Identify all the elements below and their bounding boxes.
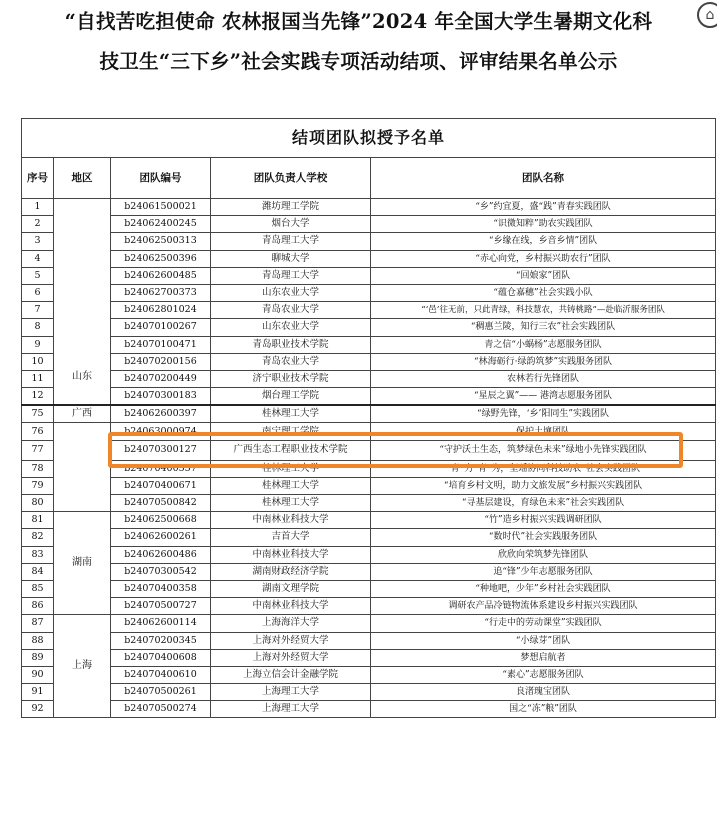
team-id: b24062600261 — [111, 529, 211, 546]
team-id: b24062500313 — [111, 233, 211, 250]
row-index: 86 — [22, 598, 54, 615]
expand-icon[interactable]: ⌂ — [697, 2, 717, 28]
table-row — [22, 632, 716, 649]
school: 中南林业科技大学 — [211, 546, 371, 563]
table-row — [22, 580, 716, 597]
row-index: 78 — [22, 460, 54, 477]
table-header-row — [22, 158, 716, 199]
team-name: “蕴仓嘉穗”社会实践小队 — [371, 284, 716, 301]
school: 青岛农业大学 — [211, 353, 371, 370]
team-name: 欣欣向荣筑梦先锋团队 — [371, 546, 716, 563]
row-index: 92 — [22, 701, 54, 718]
team-id: b24062600397 — [111, 405, 211, 423]
team-name: “乡”约宜夏，盛“践”青春实践团队 — [371, 199, 716, 216]
team-name: 农林若行先锋团队 — [371, 370, 716, 387]
table-row — [22, 495, 716, 512]
row-index: 90 — [22, 666, 54, 683]
team-id: b24070300183 — [111, 388, 211, 406]
document-title — [0, 4, 717, 80]
table-row — [22, 615, 716, 632]
table-row — [22, 546, 716, 563]
team-id: b24070200449 — [111, 370, 211, 387]
team-name: “素心”志愿服务团队 — [371, 666, 716, 683]
row-index: 6 — [22, 284, 54, 301]
school: 济宁职业技术学院 — [211, 370, 371, 387]
team-name: “星辰之翼”—— 港湾志愿服务团队 — [371, 388, 716, 406]
row-index: 85 — [22, 580, 54, 597]
team-name: “寻基层建设，育绿色未来”社会实践团队 — [371, 495, 716, 512]
team-id: b24062600486 — [111, 546, 211, 563]
table-row — [22, 460, 716, 477]
school: 上海对外经贸大学 — [211, 649, 371, 666]
row-index: 77 — [22, 440, 54, 460]
row-index: 91 — [22, 684, 54, 701]
team-id: b24062700373 — [111, 284, 211, 301]
row-index: 8 — [22, 319, 54, 336]
team-id: b24062600114 — [111, 615, 211, 632]
table-row — [22, 233, 716, 250]
header-school: 团队负责人学校 — [211, 158, 371, 199]
table-row — [22, 423, 716, 440]
header-index: 序号 — [22, 158, 54, 199]
school: 南宁理工学院 — [211, 423, 371, 440]
team-id: b24070500274 — [111, 701, 211, 718]
school: 桂林理工大学 — [211, 495, 371, 512]
title-line-1: “自找苦吃担使命 农林报国当先锋”2024 年全国大学生暑期文化科 — [64, 10, 653, 33]
team-name: “识微知粹”助农实践团队 — [371, 216, 716, 233]
team-id: b24063000974 — [111, 423, 211, 440]
team-id: b24062801024 — [111, 302, 211, 319]
region-shandong: 山东 — [54, 199, 111, 406]
table-row — [22, 370, 716, 387]
team-name: 调研农产品冷链物流体系建设乡村振兴实践团队 — [371, 598, 716, 615]
row-index: 81 — [22, 512, 54, 529]
school: 山东农业大学 — [211, 319, 371, 336]
table-row — [22, 563, 716, 580]
school: 烟台理工学院 — [211, 388, 371, 406]
row-index: 76 — [22, 423, 54, 440]
row-index: 84 — [22, 563, 54, 580]
row-index: 11 — [22, 370, 54, 387]
team-name: “赤心向党，乡村振兴助农行”团队 — [371, 250, 716, 267]
team-id: b24062500396 — [111, 250, 211, 267]
school: 湖南财政经济学院 — [211, 563, 371, 580]
school: 广西生态工程职业技术学院 — [211, 440, 371, 460]
row-index: 88 — [22, 632, 54, 649]
row-index: 3 — [22, 233, 54, 250]
school: 上海海洋大学 — [211, 615, 371, 632]
team-name: “乡缘在线，乡音乡情”团队 — [371, 233, 716, 250]
school: 湖南文理学院 — [211, 580, 371, 597]
team-name: “稠惠兰陵，知行三农”社会实践团队 — [371, 319, 716, 336]
team-id: b24070400608 — [111, 649, 211, 666]
team-id: b24062500668 — [111, 512, 211, 529]
school: 桂林理工大学 — [211, 460, 371, 477]
school: 聊城大学 — [211, 250, 371, 267]
school: 青岛职业技术学院 — [211, 336, 371, 353]
team-name: 梦想启航者 — [371, 649, 716, 666]
team-name: 国之“冻”粮”团队 — [371, 701, 716, 718]
table-caption: 结项团队拟授予名单 — [22, 119, 716, 158]
team-name: “数时代”社会实践服务团队 — [371, 529, 716, 546]
school: 中南林业科技大学 — [211, 512, 371, 529]
school: 青岛理工大学 — [211, 267, 371, 284]
team-id: b24062600485 — [111, 267, 211, 284]
row-index: 1 — [22, 199, 54, 216]
team-id: b24070400610 — [111, 666, 211, 683]
region-guangxi: 广西 — [54, 405, 111, 423]
school: 中南林业科技大学 — [211, 598, 371, 615]
team-id: b24070500842 — [111, 495, 211, 512]
school: 桂林理工大学 — [211, 405, 371, 423]
team-id: b24070200156 — [111, 353, 211, 370]
table-row — [22, 477, 716, 494]
row-index: 80 — [22, 495, 54, 512]
team-name: “种地吧，少年”乡村社会实践团队 — [371, 580, 716, 597]
table-row — [22, 405, 716, 423]
team-name: 保护土壤团队 — [371, 423, 716, 440]
table-row — [22, 529, 716, 546]
table-row-highlighted — [22, 440, 716, 460]
school: 烟台大学 — [211, 216, 371, 233]
row-index: 83 — [22, 546, 54, 563]
table-row — [22, 512, 716, 529]
school: 桂林理工大学 — [211, 477, 371, 494]
team-id: b24070500261 — [111, 684, 211, 701]
row-index: 12 — [22, 388, 54, 406]
table-row — [22, 336, 716, 353]
table-row — [22, 319, 716, 336]
school: 潍坊理工学院 — [211, 199, 371, 216]
team-name: “回娘家”团队 — [371, 267, 716, 284]
team-id: b24070400671 — [111, 477, 211, 494]
table-row — [22, 388, 716, 406]
team-id: b24070200345 — [111, 632, 211, 649]
team-id: b24070500727 — [111, 598, 211, 615]
row-index: 82 — [22, 529, 54, 546]
school: 上海对外经贸大学 — [211, 632, 371, 649]
team-id: b24070300127 — [111, 440, 211, 460]
row-index: 10 — [22, 353, 54, 370]
school: 上海立信会计金融学院 — [211, 666, 371, 683]
team-id: b24070400358 — [111, 580, 211, 597]
team-name: “竹”造乡村振兴实践调研团队 — [371, 512, 716, 529]
row-index: 2 — [22, 216, 54, 233]
header-team-id: 团队编号 — [111, 158, 211, 199]
row-index: 5 — [22, 267, 54, 284]
team-name: “青”力“青”为，坚瑶协同科技助农”社会实践团队 — [371, 460, 716, 477]
team-name: “行走中的劳动课堂”实践团队 — [371, 615, 716, 632]
row-index: 79 — [22, 477, 54, 494]
team-name: 青之信“小蜗杨”志愿服务团队 — [371, 336, 716, 353]
team-id: b24061500021 — [111, 199, 211, 216]
row-index: 89 — [22, 649, 54, 666]
results-table — [21, 118, 716, 718]
header-region: 地区 — [54, 158, 111, 199]
row-index: 4 — [22, 250, 54, 267]
table-row — [22, 302, 716, 319]
table-row — [22, 666, 716, 683]
row-index: 7 — [22, 302, 54, 319]
team-name: “绿野先锋，‘乡’阳同生”实践团队 — [371, 405, 716, 423]
table-row — [22, 199, 716, 216]
row-index: 9 — [22, 336, 54, 353]
table-row — [22, 701, 716, 718]
row-index: 87 — [22, 615, 54, 632]
table-row — [22, 649, 716, 666]
team-name: 良渚瑰宝团队 — [371, 684, 716, 701]
school: 上海理工大学 — [211, 701, 371, 718]
team-id: b24070100471 — [111, 336, 211, 353]
school: 吉首大学 — [211, 529, 371, 546]
school: 上海理工大学 — [211, 684, 371, 701]
region-blank — [54, 423, 111, 512]
team-name: “守护沃土生态，筑梦绿色未来”绿地小先锋实践团队 — [371, 440, 716, 460]
region-hunan: 湖南 — [54, 512, 111, 615]
row-index: 75 — [22, 405, 54, 423]
team-name: “小绿芽”团队 — [371, 632, 716, 649]
table-row — [22, 684, 716, 701]
team-id: b24070300542 — [111, 563, 211, 580]
team-id: b24070100267 — [111, 319, 211, 336]
region-shanghai: 上海 — [54, 615, 111, 718]
table-row — [22, 598, 716, 615]
team-name: “林海砺行·绿韵筑梦”实践服务团队 — [371, 353, 716, 370]
school: 青岛理工大学 — [211, 233, 371, 250]
header-team-name: 团队名称 — [371, 158, 716, 199]
table-row — [22, 284, 716, 301]
table-row — [22, 216, 716, 233]
title-line-2: 技卫生“三下乡”社会实践专项活动结项、评审结果名单公示 — [99, 50, 618, 73]
team-name: 追“锋”少年志愿服务团队 — [371, 563, 716, 580]
team-name: “培育乡村文明，助力文旅发展”乡村振兴实践团队 — [371, 477, 716, 494]
school: 青岛农业大学 — [211, 302, 371, 319]
team-name: “‘邑’往无前，只此青绿，科技慧农，共铸桃路”—赴临沂服务团队 — [371, 302, 716, 319]
team-id: b24070400557 — [111, 460, 211, 477]
table-row — [22, 250, 716, 267]
table-row — [22, 267, 716, 284]
table-row — [22, 353, 716, 370]
team-id: b24062400245 — [111, 216, 211, 233]
school: 山东农业大学 — [211, 284, 371, 301]
